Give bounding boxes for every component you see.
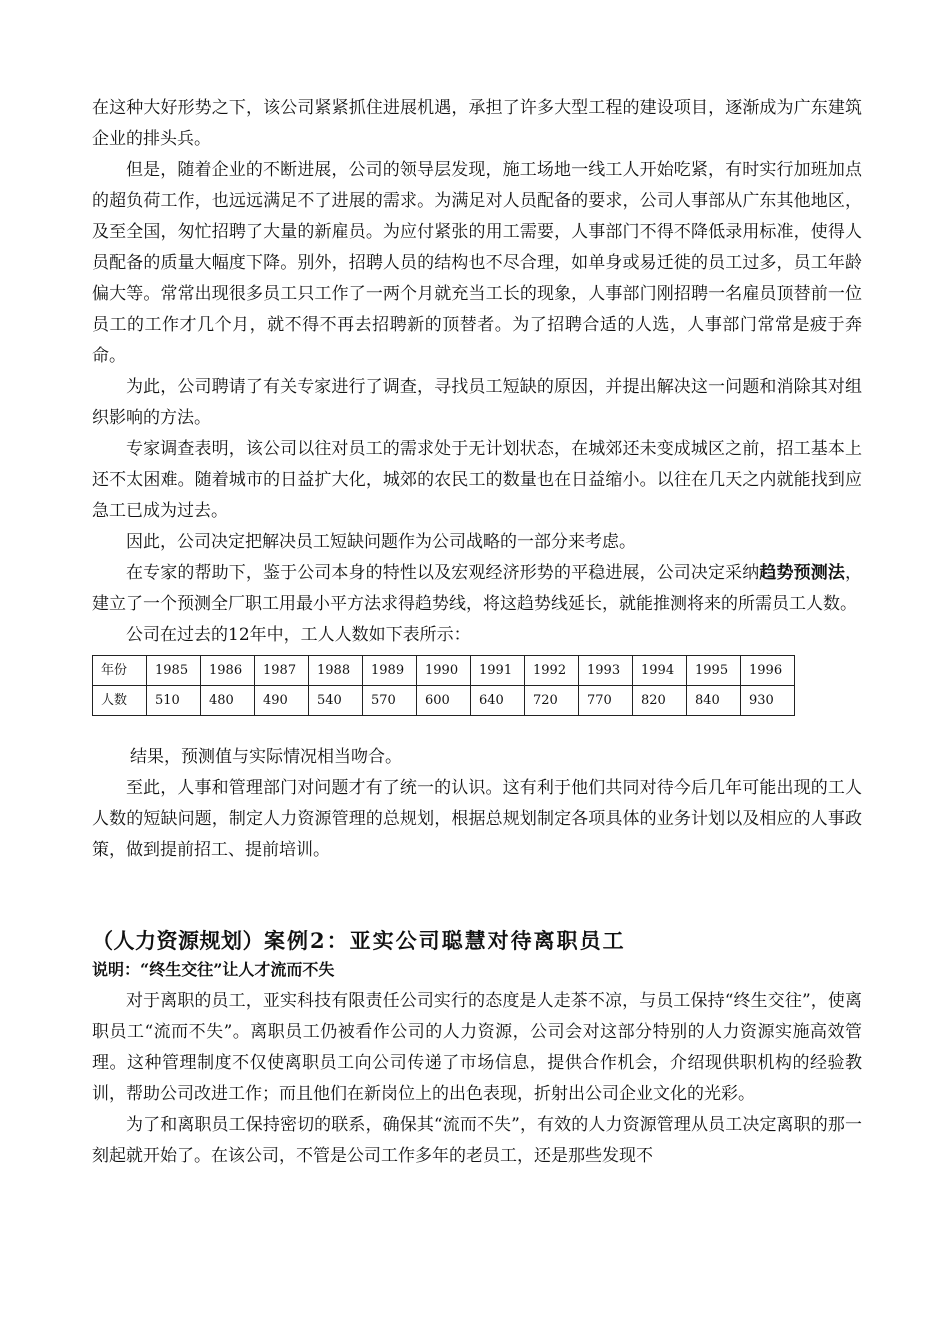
table-header-count: 人数 bbox=[93, 686, 147, 716]
table-cell-count: 510 bbox=[147, 686, 201, 716]
method-paragraph bbox=[92, 558, 862, 620]
table-cell-count: 930 bbox=[741, 686, 795, 716]
section-title bbox=[92, 926, 862, 956]
table-cell-count: 720 bbox=[525, 686, 579, 716]
table-cell-count: 600 bbox=[417, 686, 471, 716]
document-body bbox=[92, 93, 862, 1172]
table-cell-count: 640 bbox=[471, 686, 525, 716]
paragraph: 对于离职的员工，亚实科技有限责任公司实行的态度是人走茶不凉，与员工保持“终生交往”，使离职员工“流而不失”。离职员工仍被看作公司的人力资源，公司会对这部分特别的人力资源实施高效管理。这种管理制度不仅使离职员工向公司传递了市场信息，提供合作机会，介绍现供职机构的经验教训，帮助公司改进工作；而且他们在新岗位上的出色表现，折射出公司企业文化的光彩。 bbox=[92, 991, 862, 1104]
table-cell-year: 1986 bbox=[201, 656, 255, 686]
table-intro: 公司在过去的12年中，工人人数如下表所示： bbox=[126, 625, 471, 645]
paragraph: 为此，公司聘请了有关专家进行了调查，寻找员工短缺的原因，并提出解决这一问题和消除其对组织影响的方法。 bbox=[92, 377, 862, 428]
table-cell-year: 1991 bbox=[471, 656, 525, 686]
table-header-year: 年份 bbox=[93, 656, 147, 686]
paragraph: 但是，随着企业的不断进展，公司的领导层发现，施工场地一线工人开始吃紧，有时实行加班加点的超负荷工作，也远远满足不了进展的需求。为满足对人员配备的要求，公司人事部从广东其他地区，及至全国，匆忙招聘了大量的新雇员。为应付紧张的用工需要，人事部门不得不降低录用标准，使得人员配备的质量大幅度下降。别外，招聘人员的结构也不尽合理，如单身或易迁徙的员工过多，员工年龄偏大等。常常出现很多员工只工作了一两个月就充当工长的现象，人事部门刚招聘一名雇员顶替前一位员工的工作才几个月，就不得不再去招聘新的顶替者。为了招聘合适的人选，人事部门常常是疲于奔命。 bbox=[92, 160, 862, 366]
table-cell-year: 1988 bbox=[309, 656, 363, 686]
result-text: 结果，预测值与实际情况相当吻合。 bbox=[130, 747, 402, 767]
conclusion-paragraph: 至此，人事和管理部门对问题才有了统一的认识。这有利于他们共同对待今后几年可能出现的工人人数的短缺问题，制定人力资源管理的总规划，根据总规划制定各项具体的业务计划以及相应的人事政策，做到提前招工、提前培训。 bbox=[92, 778, 862, 860]
table-cell-year: 1993 bbox=[579, 656, 633, 686]
table-cell-year: 1996 bbox=[741, 656, 795, 686]
table-cell-count: 770 bbox=[579, 686, 633, 716]
paragraph: 在这种大好形势之下，该公司紧紧抓住进展机遇，承担了许多大型工程的建设项目，逐渐成为广东建筑企业的排头兵。 bbox=[92, 98, 862, 149]
table-cell-year: 1989 bbox=[363, 656, 417, 686]
paragraph: 专家调查表明，该公司以往对员工的需求处于无计划状态，在城郊还未变成城区之前，招工基本上还不太困难。随着城市的日益扩大化，城郊的农民工的数量也在日益缩小。以往在几天之内就能找到应急工已成为过去。 bbox=[92, 439, 862, 521]
paragraph: 为了和离职员工保持密切的联系，确保其“流而不失”，有效的人力资源管理从员工决定离职的那一刻起就开始了。在该公司，不管是公司工作多年的老员工，还是那些发现不 bbox=[92, 1115, 862, 1166]
table-cell-year: 1987 bbox=[255, 656, 309, 686]
table-cell-count: 570 bbox=[363, 686, 417, 716]
table-row-counts bbox=[93, 686, 795, 716]
worker-count-table bbox=[92, 655, 795, 716]
table-row-years bbox=[93, 656, 795, 686]
table-cell-year: 1990 bbox=[417, 656, 471, 686]
method-bold-term: 趋势预测法 bbox=[759, 563, 846, 583]
table-cell-count: 540 bbox=[309, 686, 363, 716]
section-note: 说明：“终生交往”让人才流而不失 bbox=[92, 960, 335, 979]
method-text-after: ，建立了一个预测全厂职工用最小平方法求得趋势线，将这趋势线延长，就能推测将来的所需员工人数。 bbox=[92, 563, 863, 614]
table-cell-count: 820 bbox=[633, 686, 687, 716]
method-text-before: 在专家的帮助下，鉴于公司本身的特性以及宏观经济形势的平稳进展，公司决定采纳 bbox=[126, 563, 760, 583]
table-cell-year: 1994 bbox=[633, 656, 687, 686]
section-title-case: 案例2：亚实公司聪慧对待离职员工 bbox=[264, 928, 626, 953]
table-cell-count: 840 bbox=[687, 686, 741, 716]
section-title-prefix: （人力资源规划） bbox=[92, 928, 264, 953]
table-cell-count: 490 bbox=[255, 686, 309, 716]
paragraph: 因此，公司决定把解决员工短缺问题作为公司战略的一部分来考虑。 bbox=[126, 532, 636, 552]
table-cell-year: 1995 bbox=[687, 656, 741, 686]
table-cell-year: 1992 bbox=[525, 656, 579, 686]
table-cell-count: 480 bbox=[201, 686, 255, 716]
table-cell-year: 1985 bbox=[147, 656, 201, 686]
